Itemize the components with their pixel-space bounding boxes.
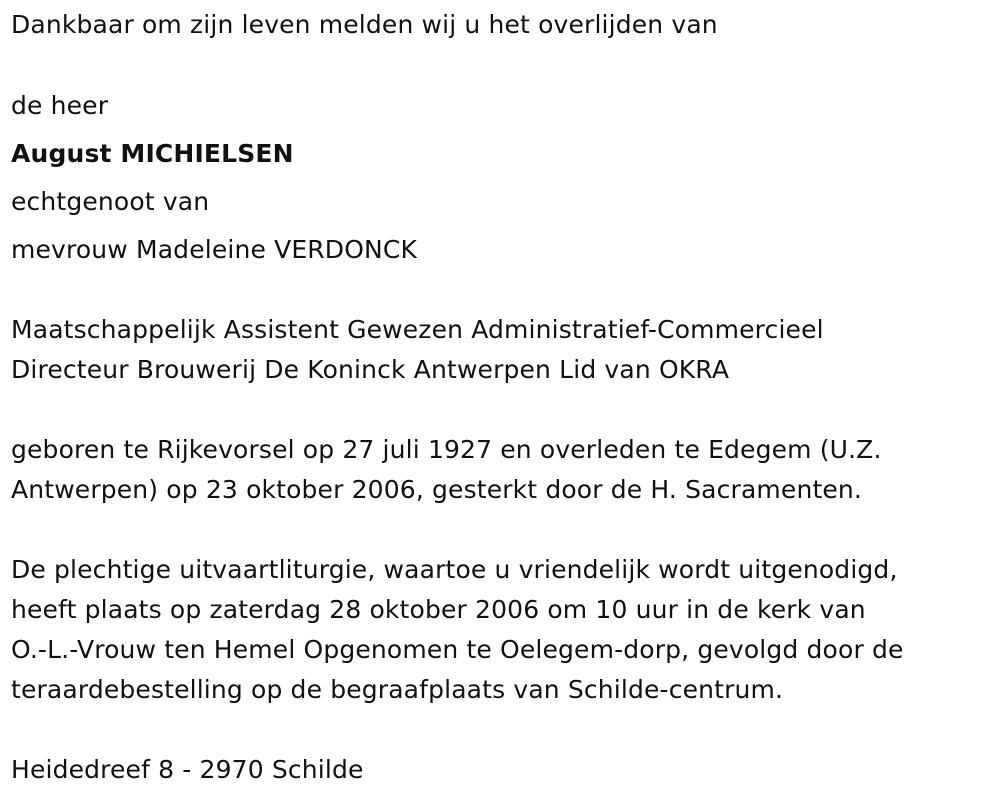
salutation-text: de heer [11, 91, 109, 120]
occupation-line: Maatschappelijk Assistent Gewezen Administratief-Commercieel [11, 315, 824, 344]
funeral-line: heeft plaats op zaterdag 28 oktober 2006 om 10 uur in de kerk van [11, 595, 866, 624]
intro-text: Dankbaar om zijn leven melden wij u het overlijden van [11, 10, 718, 39]
birth-death-line: geboren te Rijkevorsel op 27 juli 1927 en overleden te Edegem (U.Z. [11, 435, 882, 464]
occupation-line: Directeur Brouwerij De Koninck Antwerpen Lid van OKRA [11, 355, 730, 384]
funeral-line: teraardebestelling op de begraafplaats van Schilde-centrum. [11, 675, 784, 704]
funeral-line: O.-L.-Vrouw ten Hemel Opgenomen te Oelegem-dorp, gevolgd door de [11, 635, 904, 664]
address-text: Heidedreef 8 - 2970 Schilde [11, 755, 364, 784]
relation-text: echtgenoot van [11, 187, 210, 216]
birth-death-line: Antwerpen) op 23 oktober 2006, gesterkt door de H. Sacramenten. [11, 475, 863, 504]
spouse-name: mevrouw Madeleine VERDONCK [11, 235, 418, 264]
deceased-name: August MICHIELSEN [11, 139, 294, 168]
funeral-line: De plechtige uitvaartliturgie, waartoe u vriendelijk wordt uitgenodigd, [11, 555, 898, 584]
